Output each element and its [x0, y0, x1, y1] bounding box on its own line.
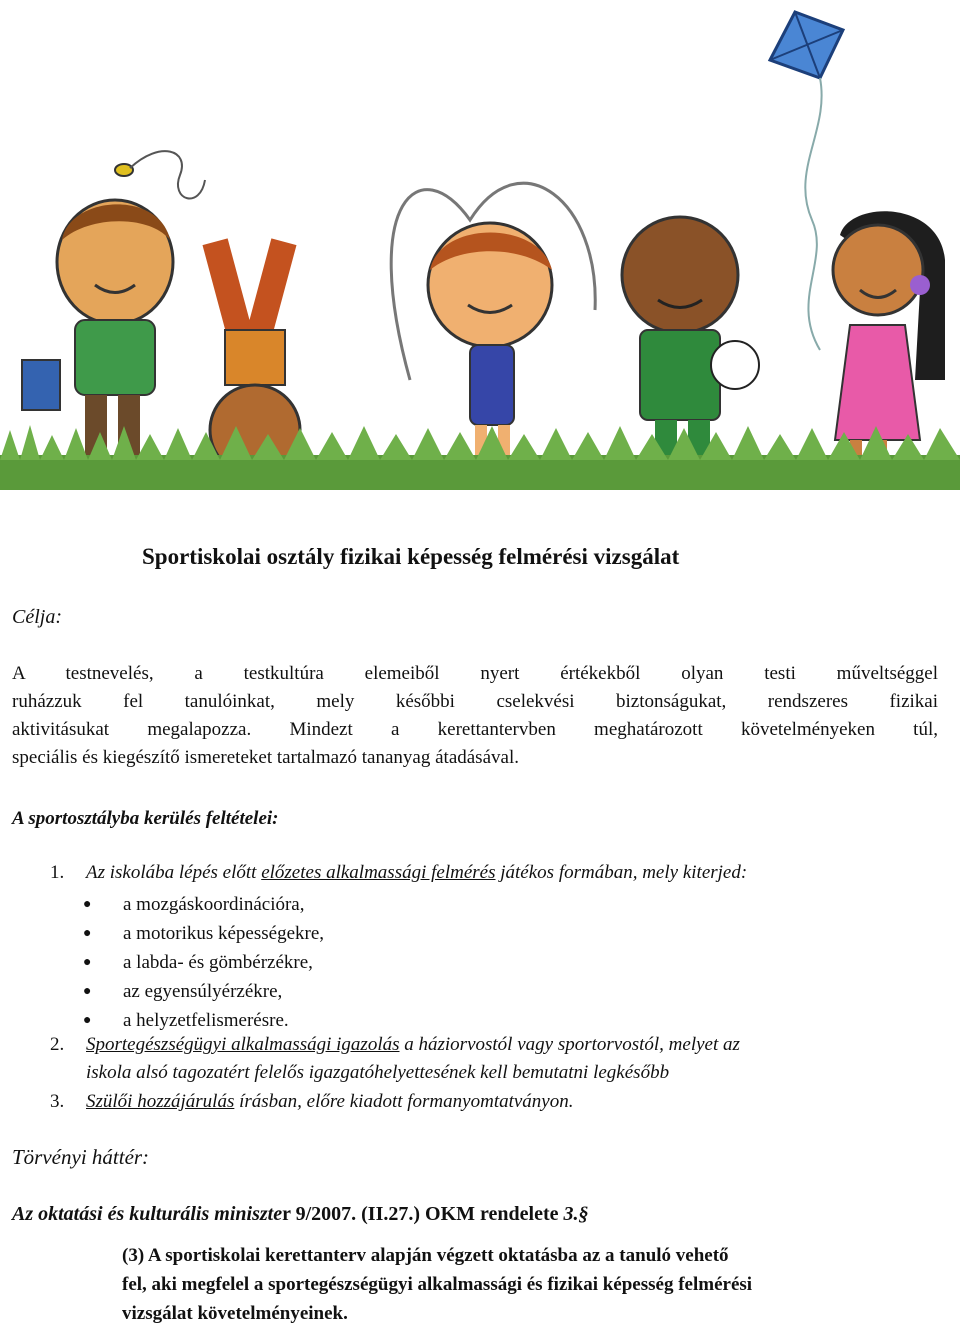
goal-paragraph [12, 660, 938, 772]
condition-text-post: írásban, előre kiadott formanyomtatványon. [234, 1091, 574, 1112]
condition-item-3 [50, 1088, 574, 1116]
bullet-icon: ● [83, 897, 92, 912]
bullet-icon: ● [83, 926, 92, 941]
bullet-icon: ● [83, 984, 92, 999]
condition-text-pre: Az iskolába lépés előtt [86, 862, 262, 883]
child-handstand-icon [203, 238, 300, 475]
goal-line: speciális és kiegészítő ismereteket tartalmazó tananyag átadásával. [12, 747, 519, 768]
list-item: ● a motorikus képességekre, [83, 919, 324, 948]
goal-line: A testnevelés, a testkultúra elemeiből nyert értékekből olyan testi műveltséggel [12, 663, 938, 684]
page-title: Sportiskolai osztály fizikai képesség felmérési vizsgálat [142, 544, 680, 569]
children-illustration [0, 0, 960, 490]
condition-number: 3. [50, 1091, 65, 1112]
quote-line: (3) A sportiskolai kerettanterv alapján végzett oktatásba az a tanuló vehető [122, 1245, 729, 1266]
condition-number: 1. [50, 862, 65, 883]
condition-text-post: a háziorvostól vagy sportorvostól, melyet az [399, 1034, 740, 1055]
bullet-icon: ● [83, 955, 92, 970]
child-girl-icon [833, 211, 945, 470]
condition-text-underlined: Sportegészségügyi alkalmassági igazolás [86, 1034, 400, 1055]
kite-icon [770, 12, 843, 350]
list-item: ● a helyzetfelismerésre. [83, 1006, 289, 1035]
law-italic: Az oktatási és kulturális miniszte [12, 1203, 283, 1225]
condition-item-2 [50, 1031, 740, 1087]
conditions-heading: A sportosztályba kerülés feltételei: [12, 808, 279, 829]
quote-line: fel, aki megfelel a sportegészségügyi alkalmassági és fizikai képesség felmérési [122, 1274, 753, 1295]
child-books-icon [22, 200, 173, 465]
child-soccer-icon [622, 217, 759, 470]
list-item: ● a labda- és gömbérzékre, [83, 948, 313, 977]
list-item: ● az egyensúlyérzékre, [83, 977, 282, 1006]
condition-text-underlined: Szülői hozzájárulás [86, 1091, 235, 1112]
condition-number: 2. [50, 1034, 65, 1055]
law-quote [122, 1241, 942, 1328]
goal-label: Célja: [12, 606, 62, 628]
law-reference [12, 1203, 589, 1226]
condition-text-underlined: előzetes alkalmassági felmérés [261, 862, 496, 883]
bullet-icon: ● [83, 1013, 92, 1028]
quote-line: vizsgálat követelményeinek. [122, 1303, 348, 1324]
list-item: ● a mozgáskoordinációra, [83, 890, 304, 919]
legal-heading: Törvényi háttér: [12, 1145, 150, 1169]
goal-line: ruházzuk fel tanulóinkat, mely későbbi cselekvési biztonságukat, rendszeres fizikai [12, 691, 938, 712]
goal-line: aktivitásukat megalapozza. Mindezt a kerettantervben meghatározott követelményeken túl, [12, 719, 938, 740]
bee-icon [115, 151, 205, 198]
condition-item-1 [50, 859, 747, 887]
condition-text-post: játékos formában, mely kiterjed: [495, 862, 748, 883]
law-italic-end: 3.§ [563, 1203, 589, 1225]
condition-text-post2: iskola alsó tagozatért felelős igazgatóhelyettesének kell bemutatni legkésőbb [86, 1062, 670, 1083]
law-regular: r 9/2007. (II.27.) OKM rendelete [282, 1203, 564, 1225]
